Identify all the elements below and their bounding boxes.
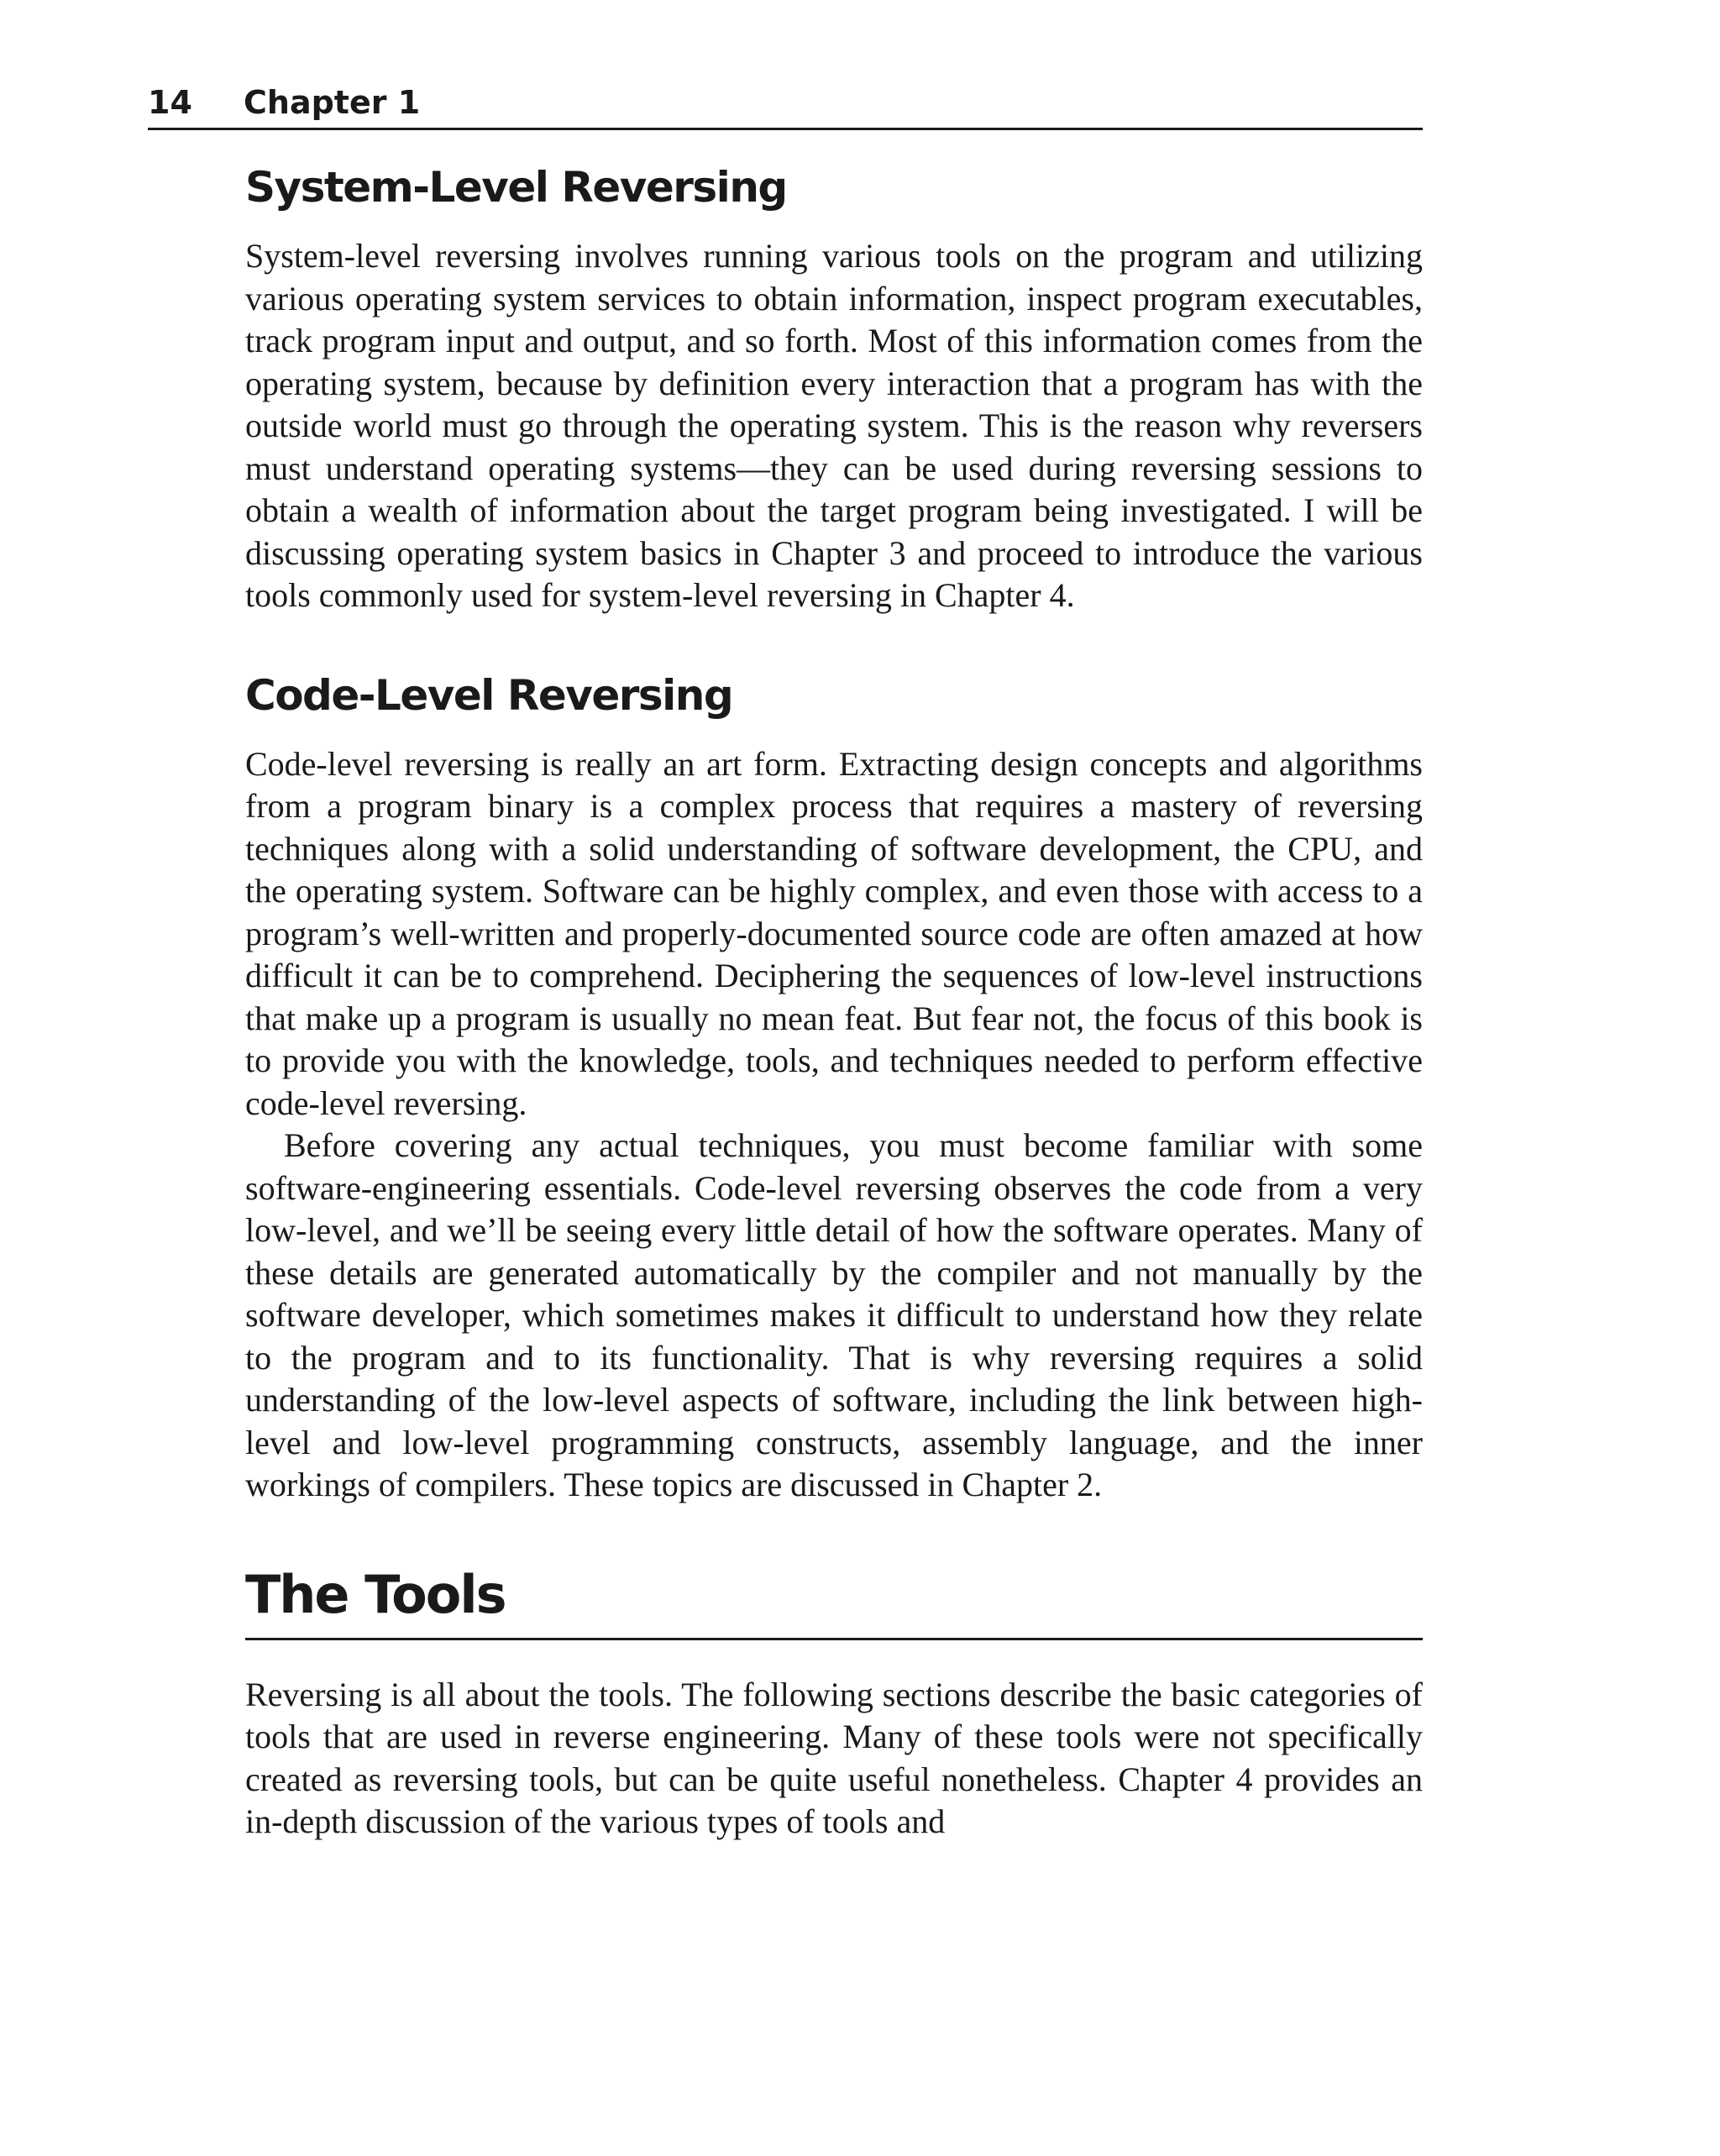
page-number: 14 — [148, 84, 192, 121]
heading-code-level-reversing: Code-Level Reversing — [245, 670, 733, 720]
heading-system-level-reversing: System-Level Reversing — [245, 163, 787, 212]
paragraph-code-level-1: Code-level reversing is really an art form. Extracting design concepts and algorithms from a program binary is a complex process that requires a mastery of reversing techniques along with a solid understanding of software development, the CPU, and the operating system. Software can be highly complex, and even those with access to a program’s well-written and properly-documented source code are often amazed at how difficult it can be to comprehend. Deciphering the sequences of low-level instructions that make up a program is usually no mean feat. But fear not, the focus of this book is to provide you with the knowledge, tools, and techniques needed to perform effective code-level reversing. — [245, 744, 1423, 1122]
paragraph-code-level-2: Before covering any actual techniques, you must become familiar with some software-engineering essentials. Code-level reversing observes the code from a very low-level, and we’ll be seeing every little detail of how the software operates. Many of these details are generated automatically by the compiler and not manually by the software developer, which sometimes makes it difficult to understand how they relate to the program and to its functionality. That is why reversing requires a solid understanding of the low-level aspects of software, including the link between high-level and low-level programming constructs, assembly language, and the inner workings of compilers. These topics are discussed in Chapter 2. — [245, 1126, 1423, 1503]
running-head — [148, 81, 1423, 130]
chapter-label: Chapter 1 — [244, 84, 421, 121]
heading-the-tools: The Tools — [245, 1559, 1423, 1640]
paragraph-system-level: System-level reversing involves running various tools on the program and utilizing various operating system services to obtain information, inspect program executables, track program input and output, and so forth. Most of this information comes from the operating system, because by definition every interaction that a program has with the outside world must go through the operating system. This is the reason why reversers must understand operating systems—they can be used during reversing sessions to obtain a wealth of information about the target program being investigated. I will be discussing operating system basics in Chapter 3 and proceed to introduce the various tools commonly used for system-level reversing in Chapter 4. — [245, 237, 1423, 614]
page-body — [245, 158, 1423, 1844]
paragraph-the-tools: Reversing is all about the tools. The following sections describe the basic categories of tools that are used in reverse engineering. Many of these tools were not specifically created as reversing tools, but can be quite useful nonetheless. Chapter 4 provides an in-depth discussion of the various types of tools and — [245, 1675, 1423, 1840]
